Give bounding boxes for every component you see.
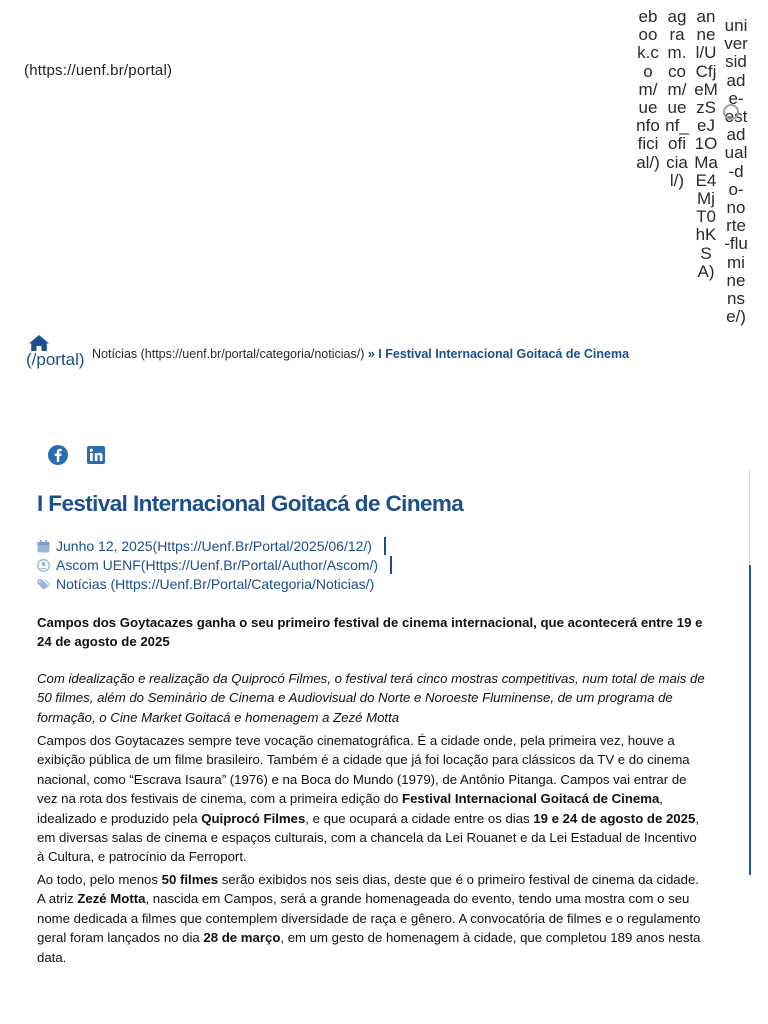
article-paragraph-1 xyxy=(37,731,705,867)
p2-span-c: serão exibidos nos seis dias, deste que é o primeiro festival de cinema da cidade. A atriz xyxy=(37,872,699,907)
paragraph-2-text xyxy=(37,870,705,967)
breadcrumb-home-link[interactable]: (/portal) xyxy=(26,350,85,369)
p1-dates: 19 e 24 de agosto de 2025 xyxy=(533,810,696,826)
p1-producer-name: Quiprocó Filmes xyxy=(201,810,306,826)
p1-span-g: , em diversas salas de cinema e espaços culturais, com a chancela da Lei Rouanet e da Lei Estadual de Incentivo à Cultura, e patrocínio da Ferroport. xyxy=(37,810,699,865)
post-author-link[interactable] xyxy=(56,557,378,573)
p2-honoree-name: Zezé Motta xyxy=(77,891,146,907)
website-social-link[interactable]: universidade-estadual-do-norte-fluminense/) xyxy=(724,16,748,327)
p2-span-a: Ao todo, pelo menos xyxy=(37,872,162,887)
calendar-icon xyxy=(37,540,50,553)
breadcrumb-separator: » xyxy=(367,347,375,361)
p2-film-count: 50 filmes xyxy=(161,872,219,887)
p1-festival-name: Festival Internacional Goitacá de Cinema xyxy=(402,791,660,807)
post-category-link[interactable] xyxy=(56,576,374,592)
post-date-link[interactable] xyxy=(56,538,372,554)
p1-span-a: Campos dos Goytacazes sempre teve vocação cinematográfica. É a cidade onde, pela primeira vez, houve a exibição pública de um filme brasileiro. Também é a cidade que já foi locação para clássicos da TV e do cinema nacional, como “Escrava Isaura” (1976) e na Boca do Mundo (1979), de Antônio Pitanga. Campos vai entrar de vez na rota dos festivais de cinema, com a primeira edição do xyxy=(37,733,690,807)
breadcrumb-trail xyxy=(92,347,629,361)
user-icon xyxy=(37,559,50,572)
p2-launch-date: 28 de março xyxy=(203,930,281,946)
scrollbar-thumb[interactable] xyxy=(749,565,751,875)
post-author xyxy=(37,556,392,574)
article-lead xyxy=(37,613,705,652)
site-logo[interactable] xyxy=(88,20,168,54)
post-date-url: (Https://Uenf.Br/Portal/2025/06/12/) xyxy=(152,538,372,554)
p2-span-g: , em um gesto de homenagem à cidade, que completou 189 anos nesta data. xyxy=(37,930,701,965)
p1-span-c: , idealizado e produzido pela xyxy=(37,791,663,826)
meta-divider xyxy=(390,556,392,574)
post-category xyxy=(37,576,374,592)
youtube-social-link[interactable]: annel/UCfjeMzSeJ1OMaE4MjT0hKSA) xyxy=(694,7,718,281)
post-category-url: (Https://Uenf.Br/Portal/Categoria/Noticias/) xyxy=(106,576,375,592)
p2-span-e: , nascida em Campos, será a grande homenageada do evento, tendo uma mostra com o seu nome dedicada a filmes que contemplem diversidade de raça e gênero. A convocatória de filmes e o regulamento geral foram lançados no dia xyxy=(37,891,701,946)
facebook-icon[interactable] xyxy=(47,444,69,466)
scrollbar-track xyxy=(749,470,750,565)
linkedin-icon[interactable] xyxy=(85,444,107,466)
article-paragraph-2 xyxy=(37,870,705,967)
logo-link[interactable]: (https://uenf.br/portal) xyxy=(24,62,173,79)
article-intro xyxy=(37,669,705,727)
facebook-social-link[interactable]: ebook.com/uenfoficial/) xyxy=(636,7,660,172)
tag-icon xyxy=(37,578,50,591)
page-title: I Festival Internacional Goitacá de Cinema xyxy=(37,491,464,516)
post-category-text: Notícias xyxy=(56,576,107,592)
post-author-url: (Https://Uenf.Br/Portal/Author/Ascom/) xyxy=(140,557,379,573)
post-date-text: Junho 12, 2025 xyxy=(56,538,153,554)
paragraph-1-text xyxy=(37,731,705,867)
meta-divider xyxy=(384,537,386,555)
instagram-social-link[interactable]: agram.com/uenf_oficial/) xyxy=(665,7,689,190)
breadcrumb-category-link[interactable]: Notícias (https://uenf.br/portal/categoria/noticias/) xyxy=(92,347,365,361)
post-author-text: Ascom UENF xyxy=(56,557,141,573)
article-lead-text: Campos dos Goytacazes ganha o seu primeiro festival de cinema internacional, que acontecerá entre 19 e 24 de agosto de 2025 xyxy=(37,615,703,650)
p1-span-e: , e que ocupará a cidade entre os dias xyxy=(305,810,534,826)
article-intro-text: Com idealização e realização da Quiprocó Filmes, o festival terá cinco mostras competitivas, num total de mais de 50 filmes, além do Seminário de Cinema e Audiovisual do Norte e Noroeste Fluminense, de um programa de formação, o Cine Market Goitacá e homenagem a Zezé Motta xyxy=(37,671,705,725)
search-icon[interactable] xyxy=(723,104,739,120)
post-date xyxy=(37,537,386,555)
breadcrumb-current: I Festival Internacional Goitacá de Cinema xyxy=(378,347,630,361)
